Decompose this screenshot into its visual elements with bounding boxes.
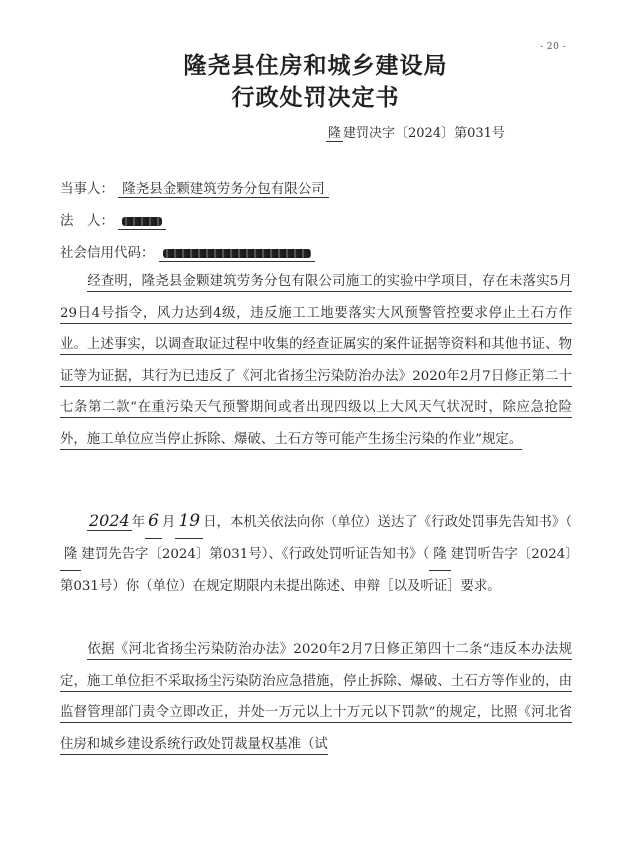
handwritten-year: 2024 [89, 511, 130, 530]
findings-paragraph [60, 266, 572, 455]
hearing-doc-prefix: 隆 [429, 539, 450, 572]
credit-code-value-redacted [159, 245, 315, 262]
month-unit: 月 [162, 515, 176, 530]
legal-person-label: 法 人： [60, 213, 114, 229]
handwritten-day: 19 [175, 506, 203, 539]
findings-text: 经查明，隆尧县金颗建筑劳务分包有限公司施工的实验中学项目，存在未落实5月29日4号指令，风力达到4级，违反施工工地要落实大风预警管控要求停止土石方作业。上述事实，以调查取证过程中收集的经查证属实的案件证据等资料和其他书证、物证等为证据，其行为已违反了《河北省扬尘污染防治办法》2020年2月7日修正第二十七条第二款“在重污染天气预警期间或者出现四级以上大风天气状况时，除应急抢险外，施工单位应当停止拆除、爆破、土石方等可能产生扬尘污染的作业”规定。 [60, 274, 572, 450]
credit-code-field [60, 241, 315, 262]
notice-paragraph [60, 505, 572, 603]
legal-person-field [60, 209, 166, 230]
document-number [326, 122, 505, 142]
notice-text-c: 建罚听告字〔2024〕第031号）你（单位）在规定期限内未提出陈述、申辩［以及听证］要求。 [60, 546, 572, 594]
party-label: 当事人： [60, 181, 114, 197]
document-title-line1: 隆尧县住房和城乡建设局 [183, 53, 448, 79]
party-field [60, 177, 329, 198]
notice-text-a: 日，本机关依法向你（单位）送达了《行政处罚事先告知书》（ [203, 515, 573, 530]
document-number-prefix: 隆 [326, 122, 343, 142]
party-value: 隆尧县金颗建筑劳务分包有限公司 [118, 177, 329, 198]
handwritten-month: 6 [145, 506, 162, 539]
document-title-line2: 行政处罚决定书 [231, 85, 400, 111]
year-unit: 年 [131, 515, 146, 530]
notice-text-b: 建罚先告字〔2024〕第031号）、《行政处罚听证告知书》（ [81, 546, 430, 562]
page-number: - 20 - [540, 42, 567, 52]
legal-person-value-redacted [118, 213, 166, 230]
legal-basis-text: 依据《河北省扬尘污染防治办法》2020年2月7日修正第四十二条“违反本办法规定，施工单位拒不采取扬尘污染防治应急措施，停止拆除、爆破、土石方等作业的，由监督管理部门责令立即改正，并处一万元以上十万元以下罚款”的规定，比照《河北省住房和城乡建设系统行政处罚裁量权基准（试 [60, 642, 572, 755]
notice-doc-prefix: 隆 [60, 539, 81, 572]
credit-code-label: 社会信用代码： [60, 245, 155, 261]
document-number-rest: 建罚决字〔2024〕第031号 [343, 126, 505, 141]
legal-basis-paragraph [60, 634, 572, 760]
